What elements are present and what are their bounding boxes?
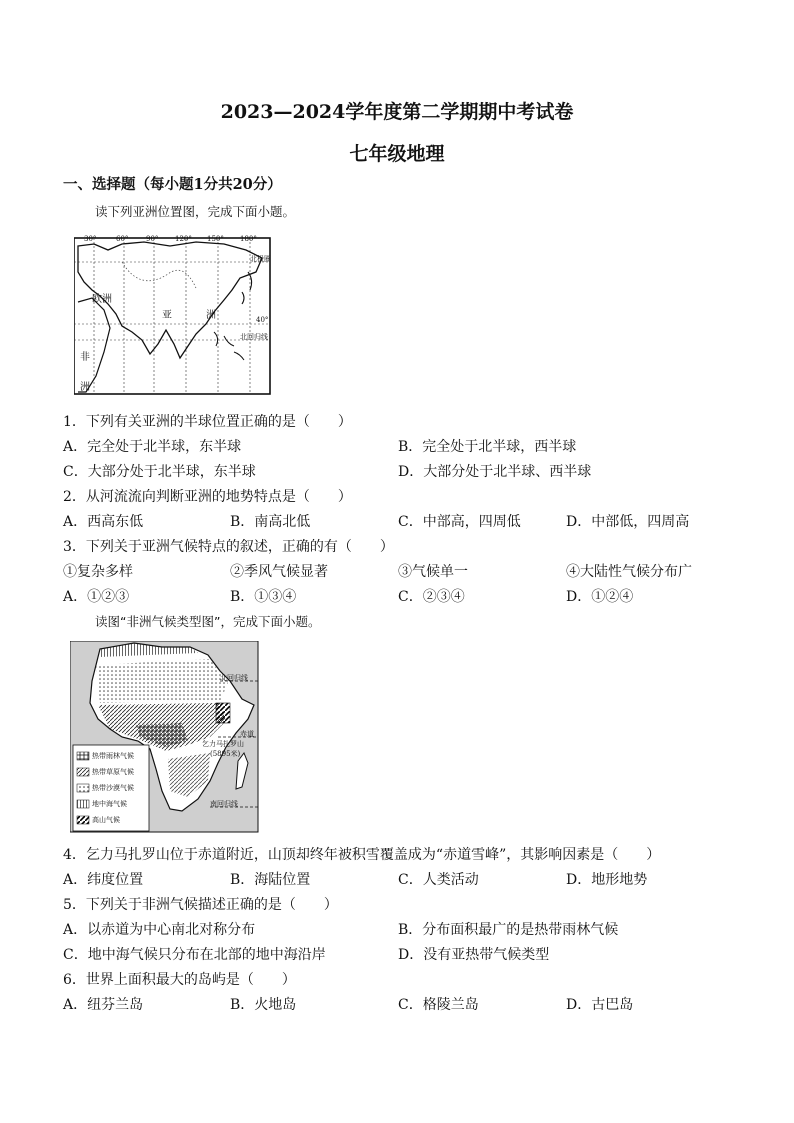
question-4-stem: 4．乞力马扎罗山位于赤道附近，山顶却终年被积雪覆盖成为“赤道雪峰”，其影响因素是（ ） — [63, 847, 661, 863]
legend-highland: 高山气候 — [92, 816, 120, 824]
legend-mediterranean: 地中海气候 — [92, 800, 127, 808]
region-europe: 欧洲 — [92, 294, 112, 305]
tropic-cancer-label: 北回归线 — [240, 333, 268, 341]
q3-statement-3: ③气候单一 — [398, 564, 468, 580]
question-1-stem: 1．下列有关亚洲的半球位置正确的是（ ） — [63, 414, 352, 430]
lat-40-label: 40° — [256, 316, 269, 324]
q3-statement-2: ②季风气候显著 — [230, 564, 328, 580]
q5-option-d[interactable]: D．没有亚热带气候类型 — [398, 947, 550, 963]
legend-rainforest: 热带雨林气候 — [92, 752, 134, 760]
q4-option-a[interactable]: A．纬度位置 — [63, 872, 144, 888]
region-asia-1: 亚 — [162, 310, 172, 321]
lon-label: 180° — [240, 235, 257, 243]
section-heading: 一、选择题（每小题1分共20分） — [63, 176, 282, 193]
tropic-capricorn-label: 南回归线 — [210, 800, 238, 808]
intro-africa: 读图“非洲气候类型图”，完成下面小题。 — [95, 614, 321, 629]
tropic-cancer-label: 北回归线 — [220, 674, 248, 682]
question-5-stem: 5．下列关于非洲气候描述正确的是（ ） — [63, 897, 338, 913]
q3-option-d[interactable]: D．①②④ — [566, 589, 634, 605]
q1-option-c[interactable]: C．大部分处于北半球，东半球 — [63, 464, 256, 480]
exam-subtitle: 七年级地理 — [349, 143, 445, 165]
q2-option-b[interactable]: B．南高北低 — [230, 514, 311, 530]
lon-label: 120° — [175, 235, 192, 243]
africa-climate-map — [70, 641, 260, 834]
q5-option-c[interactable]: C．地中海气候只分布在北部的地中海沿岸 — [63, 947, 326, 963]
q5-option-b[interactable]: B．分布面积最广的是热带雨林气候 — [398, 922, 619, 938]
question-2-stem: 2．从河流流向判断亚洲的地势特点是（ ） — [63, 489, 352, 505]
question-3-stem: 3．下列关于亚洲气候特点的叙述，正确的有（ ） — [63, 539, 394, 555]
q3-option-a[interactable]: A．①②③ — [63, 589, 130, 605]
arctic-circle-label: 北极圈 — [250, 255, 271, 263]
lon-label: 60° — [116, 235, 129, 243]
region-asia-2: 洲 — [206, 310, 216, 321]
q1-option-b[interactable]: B．完全处于北半球，西半球 — [398, 439, 577, 455]
q1-option-d[interactable]: D．大部分处于北半球、西半球 — [398, 464, 592, 480]
intro-asia: 读下列亚洲位置图，完成下面小题。 — [95, 204, 296, 219]
lon-label: 30° — [84, 235, 97, 243]
q6-option-d[interactable]: D．古巴岛 — [566, 997, 634, 1013]
q6-option-a[interactable]: A．纽芬兰岛 — [63, 997, 144, 1013]
q3-option-c[interactable]: C．②③④ — [398, 589, 465, 605]
q6-option-c[interactable]: C．格陵兰岛 — [398, 997, 479, 1013]
q3-statement-4: ④大陆性气候分布广 — [566, 564, 692, 580]
q2-option-a[interactable]: A．西高东低 — [63, 514, 144, 530]
lon-label: 90° — [146, 235, 159, 243]
q6-option-b[interactable]: B．火地岛 — [230, 997, 297, 1013]
q3-option-b[interactable]: B．①③④ — [230, 589, 297, 605]
q5-option-a[interactable]: A．以赤道为中心南北对称分布 — [63, 922, 256, 938]
q2-option-d[interactable]: D．中部低，四周高 — [566, 514, 690, 530]
q1-option-a[interactable]: A．完全处于北半球，东半球 — [63, 439, 242, 455]
equator-label: 赤道 — [240, 730, 254, 738]
asia-location-map — [74, 232, 272, 396]
question-6-stem: 6．世界上面积最大的岛屿是（ ） — [63, 972, 296, 988]
region-africa-1: 非 — [80, 352, 90, 363]
legend-desert: 热带沙漠气候 — [92, 784, 134, 792]
kilimanjaro-height: (5895米) — [210, 750, 241, 758]
exam-title: 2023—2024学年度第二学期期中考试卷 — [220, 101, 574, 123]
q2-option-c[interactable]: C．中部高，四周低 — [398, 514, 521, 530]
q4-option-c[interactable]: C．人类活动 — [398, 872, 479, 888]
q4-option-b[interactable]: B．海陆位置 — [230, 872, 311, 888]
q4-option-d[interactable]: D．地形地势 — [566, 872, 648, 888]
kilimanjaro-label: 乞力马扎罗山 — [202, 740, 244, 748]
region-africa-2: 洲 — [80, 382, 90, 393]
q3-statement-1: ①复杂多样 — [63, 564, 133, 580]
lon-label: 150° — [207, 235, 224, 243]
legend-savanna: 热带草原气候 — [92, 768, 134, 776]
